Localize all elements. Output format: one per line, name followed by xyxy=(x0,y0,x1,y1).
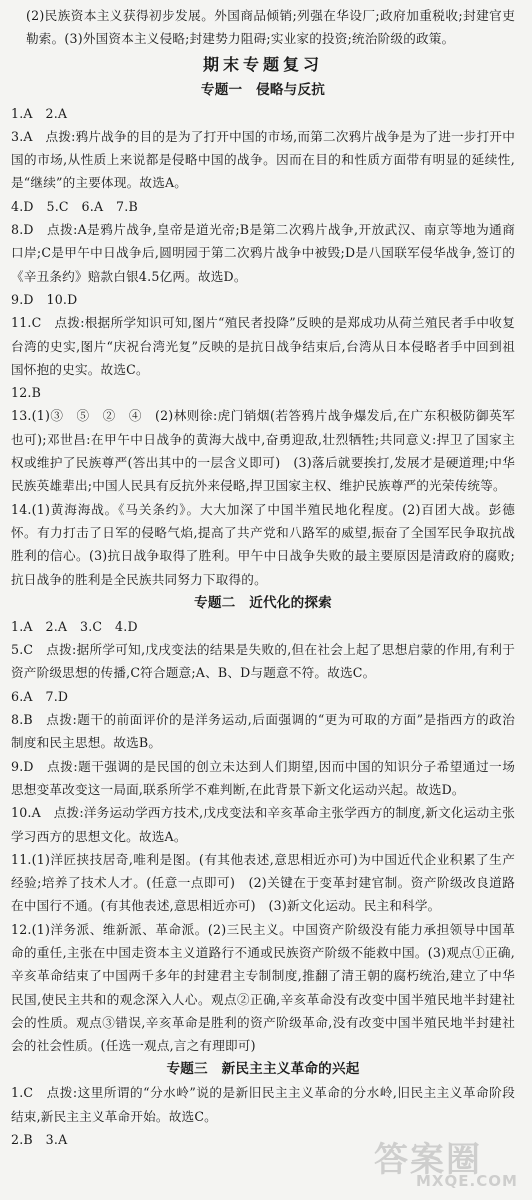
section-heading: 专题一 侵略与反抗 xyxy=(200,81,326,98)
site-watermark-logo xyxy=(374,1132,524,1192)
section-heading: 专题二 近代化的探索 xyxy=(194,594,332,611)
watermark-domain-text: MXQE.COM xyxy=(416,1172,518,1190)
answer-item: 11.(1)洋匠挟技居奇,唯利是图。(有其他表述,意思相近亦可)为中国近代企业积累了生产经验;培养了技术人才。(任意一点即可) (2)关键在于变革封建官制。资产阶级改良道路在中国行不通。(有其他表述,意思相近亦可) (3)新文化运动。民主和科学。 xyxy=(11,851,515,914)
page-content xyxy=(11,4,515,1151)
answer-item: (2)民族资本主义获得初步发展。外国商品倾销;列强在华设厂;政府加重税收;封建官吏勒索。(3)外国资本主义侵略;封建势力阻碍;实业家的投资;统治阶级的政策。 xyxy=(26,8,515,47)
watermark-chinese-text: 答案圈 xyxy=(374,1140,482,1180)
answer-item: 1.C 点拨:这里所谓的“分水岭”说的是新旧民主主义革命的分水岭,旧民主主义革命阶段结束,新民主主义革命开始。故选C。 xyxy=(11,1085,515,1124)
answer-item: 1.A 2.A xyxy=(11,105,68,121)
answer-item: 12.(1)洋务派、维新派、革命派。(2)三民主义。中国资产阶级没有能力承担领导中国革命的重任,主张在中国走资本主义道路行不通或民族资产阶级不能救中国。(3)观点①正确,辛亥革命结束了中国两千多年的封建君主专制制度,推翻了清王朝的腐朽统治,建立了中华民国,使民主共和的观念深入人心。观点②正确,辛亥革命没有改变中国半殖民地半封建社会的性质。观点③错误,辛亥革命是胜利的资产阶级革命,没有改变中国半殖民地半封建社会的社会性质。(任选一观点,言之有理即可) xyxy=(11,921,515,1054)
page-title: 期末专题复习 xyxy=(202,54,323,74)
answer-item: 6.A 7.D xyxy=(11,688,69,704)
answer-item: 13.(1)③ ⑤ ② ④ (2)林则徐:虎门销烟(若答鸦片战争爆发后,在广东积极防御英军也可);邓世昌:在甲午中日战争的黄海大战中,奋勇迎敌,壮烈牺牲;共同意义:捍卫了国家主权或维护了民族尊严(答出其中的一层含义即可) (3)落后就要挨打,发展才是硬道理;中华民族英雄辈出;中国人民具有反抗外来侵略,捍卫国家主权、维护民族尊严的光荣传统等。 xyxy=(11,408,515,494)
answer-item: 4.D 5.C 6.A 7.B xyxy=(11,198,138,214)
answer-item: 8.D 点拨:A是鸦片战争,皇帝是道光帝;B是第二次鸦片战争,开放武汉、南京等地为通商口岸;C是甲午中日战争后,圆明园于第二次鸦片战争中被毁;D是八国联军侵华战争,签订的《辛丑条约》赔款白银4.5亿两。故选D。 xyxy=(11,222,515,284)
answer-item: 9.D 点拨:题干强调的是民国的创立未达到人们期望,因而中国的知识分子希望通过一场思想变革改变这一局面,联系所学不难判断,在此背景下新文化运动兴起。故选D。 xyxy=(11,758,515,797)
answer-item: 10.A 点拨:洋务运动学西方技术,戊戌变法和辛亥革命主张学西方的制度,新文化运动主张学习西方的思想文化。故选A。 xyxy=(11,805,515,844)
answer-item: 5.C 点拨:据所学可知,戊戌变法的结果是失败的,但在社会上起了思想启蒙的作用,有利于资产阶级思想的传播,C符合题意;A、B、D与题意不符。故选C。 xyxy=(11,642,515,681)
answer-item: 12.B xyxy=(11,385,42,401)
answer-item: 14.(1)黄海海战。《马关条约》。大大加深了中国半殖民地化程度。(2)百团大战。彭德怀。有力打击了日军的侵略气焰,提高了共产党和八路军的威望,振奋了全国军民争取抗战胜利的信心。(3)抗日战争取得了胜利。甲午中日战争失败的最主要原因是清政府的腐败;抗日战争的胜利是全民族共同努力下取得的。 xyxy=(11,501,515,587)
answer-item: 1.A 2.A 3.C 4.D xyxy=(11,618,138,634)
answer-item: 11.C 点拨:根据所学知识可知,图片“殖民者投降”反映的是郑成功从荷兰殖民者手中收复台湾的史实,图片“庆祝台湾光复”反映的是抗日战争结束后,台湾从日本侵略者手中回到祖国怀抱的史实。故选C。 xyxy=(11,315,515,377)
section-heading: 专题三 新民主主义革命的兴起 xyxy=(166,1061,360,1078)
answer-item: 3.A 点拨:鸦片战争的目的是为了打开中国的市场,而第二次鸦片战争是为了进一步打开中国的市场,从性质上来说都是侵略中国的战争。因而在目的和性质方面带有明显的延续性,是“继续”的主要体现。故选A。 xyxy=(11,128,515,191)
answer-item: 8.B 点拨:题干的前面评价的是洋务运动,后面强调的“更为可取的方面”是指西方的政治制度和民主思想。故选B。 xyxy=(11,712,515,751)
answer-item: 9.D 10.D xyxy=(11,291,78,307)
answer-item: 2.B 3.A xyxy=(11,1132,68,1148)
